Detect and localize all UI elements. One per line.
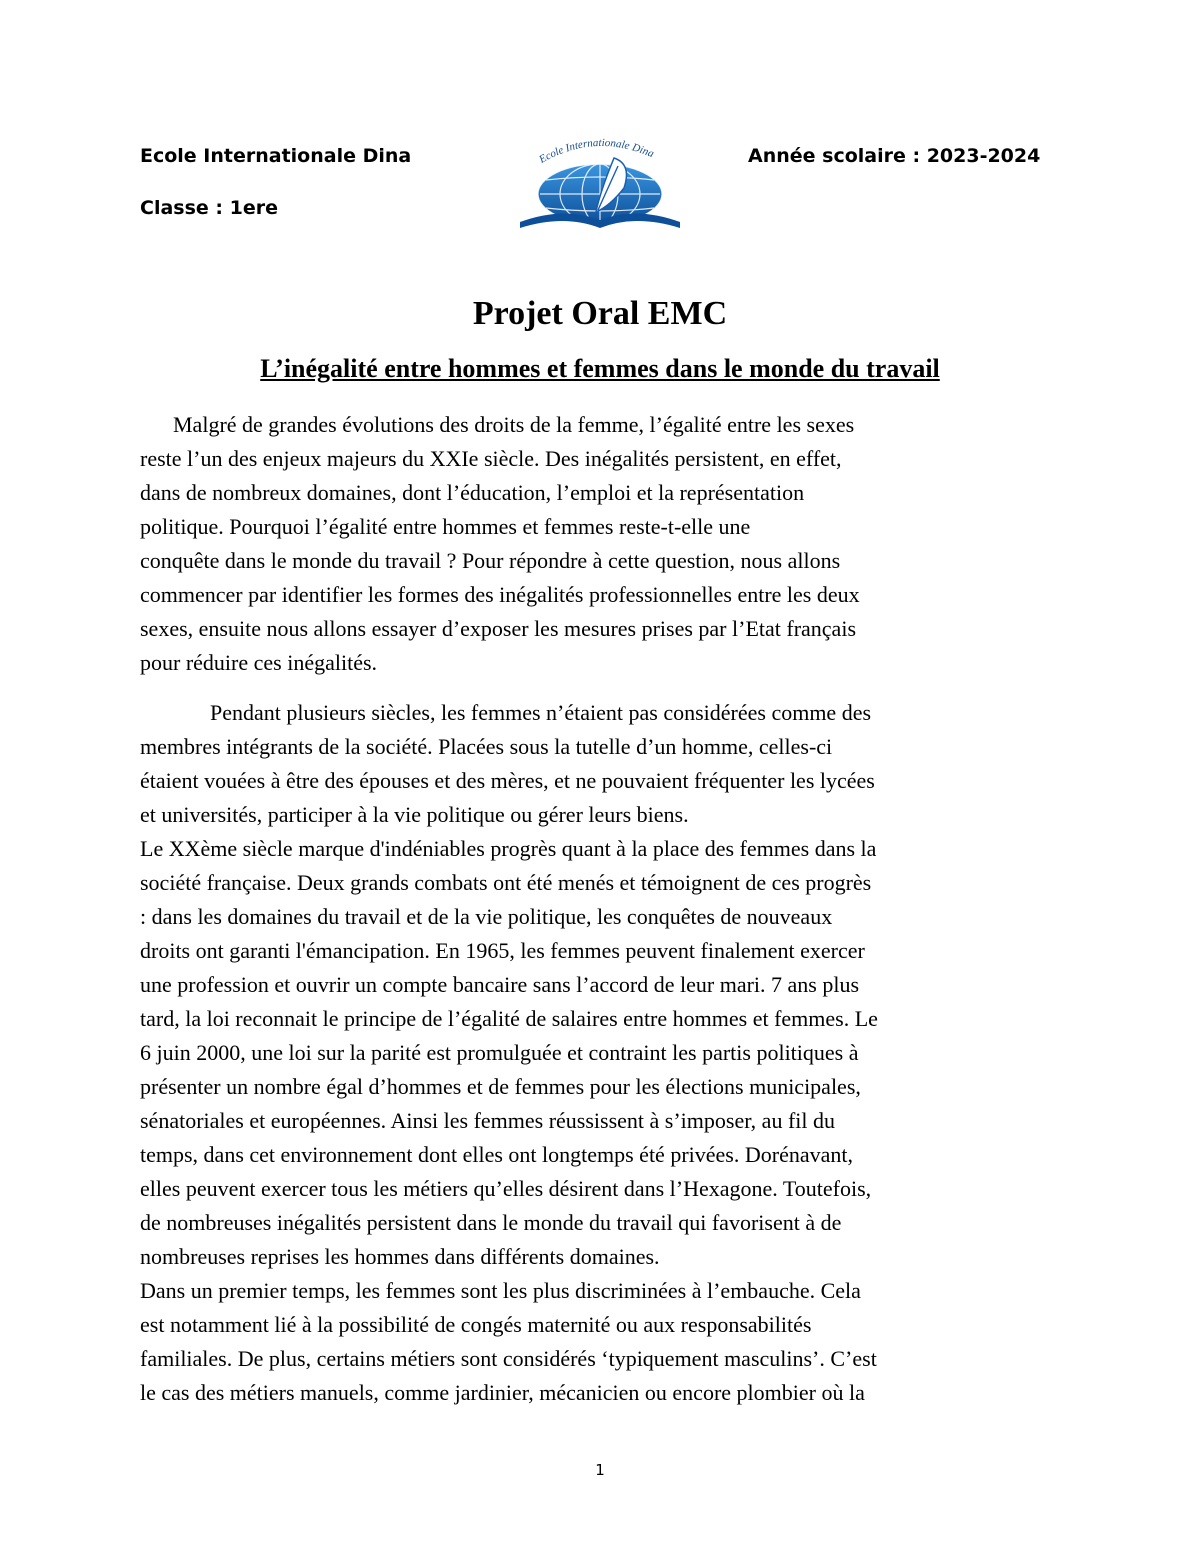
text-line: droits ont garanti l'émancipation. En 1965, les femmes peuvent finalement exercer [140,938,865,963]
text-line: : dans les domaines du travail et de la vie politique, les conquêtes de nouveaux [140,904,833,929]
text-line: Pendant plusieurs siècles, les femmes n’étaient pas considérées comme des [210,700,872,725]
text-line: tard, la loi reconnait le principe de l’égalité de salaires entre hommes et femmes. Le [140,1006,878,1031]
school-name: Ecole Internationale Dina [140,145,412,167]
logo-text: Ecole Internationale Dina [537,136,656,166]
text-line: commencer par identifier les formes des inégalités professionnelles entre les deux [140,582,860,607]
text-line: 6 juin 2000, une loi sur la parité est promulguée et contraint les partis politiques à [140,1040,859,1065]
school-year: Année scolaire : 2023-2024 [748,145,1041,167]
text-line: pour réduire ces inégalités. [140,650,378,675]
text-line: dans de nombreux domaines, dont l’éducation, l’emploi et la représentation [140,480,805,505]
text-line: Malgré de grandes évolutions des droits de la femme, l’égalité entre les sexes [173,412,855,437]
page-subtitle: L’inégalité entre hommes et femmes dans le monde du travail [260,354,940,383]
text-line: reste l’un des enjeux majeurs du XXIe siècle. Des inégalités persistent, en effet, [140,446,842,471]
text-line: nombreuses reprises les hommes dans différents domaines. [140,1244,660,1269]
text-line: étaient vouées à être des épouses et des mères, et ne pouvaient fréquenter les lycées [140,768,875,793]
text-line: est notamment lié à la possibilité de congés maternité ou aux responsabilités [140,1312,812,1337]
text-line: Dans un premier temps, les femmes sont les plus discriminées à l’embauche. Cela [140,1278,861,1303]
school-logo [514,128,686,234]
text-line: politique. Pourquoi l’égalité entre hommes et femmes reste-t-elle une [140,514,751,539]
text-line: sexes, ensuite nous allons essayer d’exposer les mesures prises par l’Etat français [140,616,856,641]
page-number: 1 [595,1461,605,1479]
text-line: temps, dans cet environnement dont elles ont longtemps été privées. Dorénavant, [140,1142,853,1167]
text-line: une profession et ouvrir un compte bancaire sans l’accord de leur mari. 7 ans plus [140,972,860,997]
text-line: le cas des métiers manuels, comme jardinier, mécanicien ou encore plombier où la [140,1380,865,1405]
paragraph-introduction [140,408,1065,680]
text-line: membres intégrants de la société. Placées sous la tutelle d’un homme, celles-ci [140,734,833,759]
text-line: et universités, participer à la vie politique ou gérer leurs biens. [140,802,689,827]
text-line: familiales. De plus, certains métiers sont considérés ‘typiquement masculins’. C’est [140,1346,877,1371]
class-label: Classe : 1ere [140,197,278,219]
text-line: présenter un nombre égal d’hommes et de femmes pour les élections municipales, [140,1074,861,1099]
text-line: sénatoriales et européennes. Ainsi les femmes réussissent à s’imposer, au fil du [140,1108,835,1133]
text-line: elles peuvent exercer tous les métiers qu’elles désirent dans l’Hexagone. Toutefois, [140,1176,872,1201]
paragraph-history [140,696,1065,1410]
text-line: de nombreuses inégalités persistent dans le monde du travail qui favorisent à de [140,1210,842,1235]
page-title: Projet Oral EMC [472,295,728,332]
text-line: conquête dans le monde du travail ? Pour répondre à cette question, nous allons [140,548,841,573]
text-line: société française. Deux grands combats ont été menés et témoignent de ces progrès [140,870,872,895]
text-line: Le XXème siècle marque d'indéniables progrès quant à la place des femmes dans la [140,836,877,861]
